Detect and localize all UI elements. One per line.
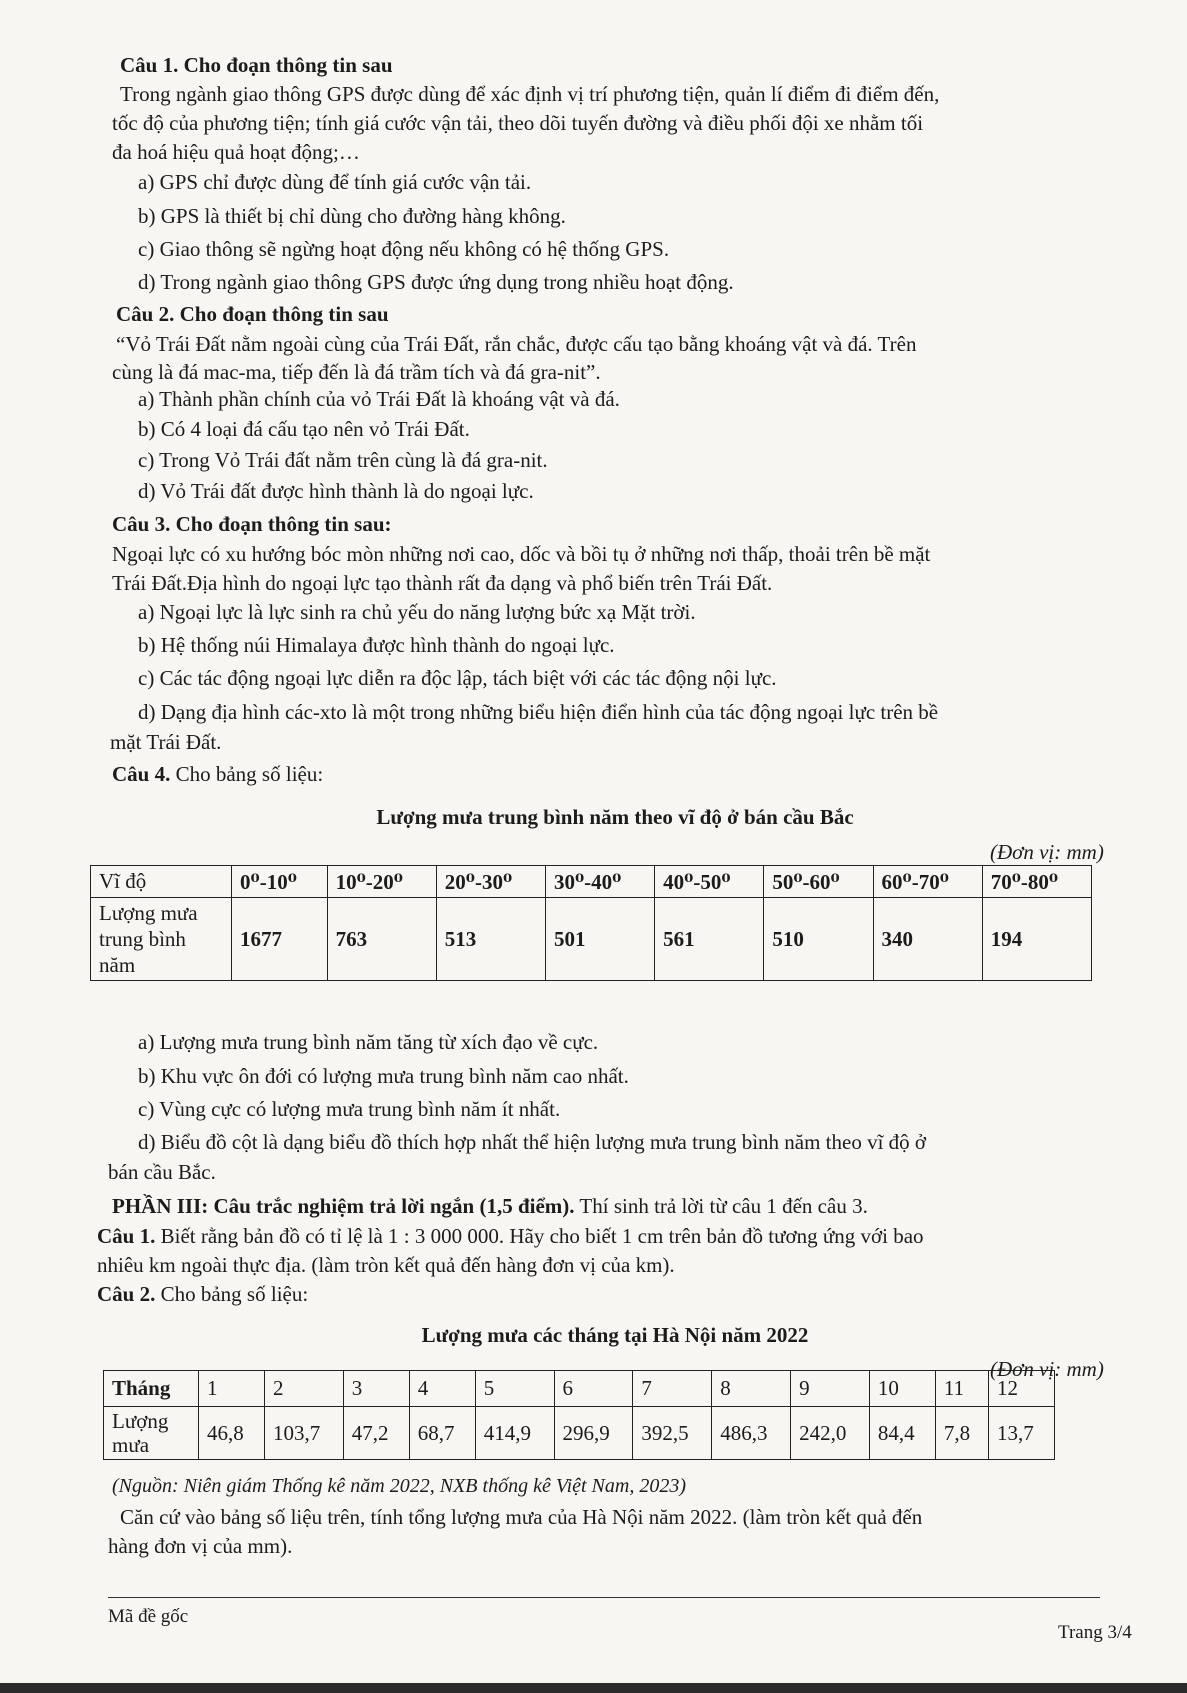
- q2-option-a: a) Thành phần chính của vỏ Trái Đất là khoáng vật và đá.: [138, 387, 620, 411]
- hanoi-value-9: 242,0: [791, 1407, 870, 1460]
- hanoi-value-12: 13,7: [988, 1407, 1054, 1460]
- q1-heading: Câu 1. Cho đoạn thông tin sau: [120, 53, 393, 77]
- hanoi-table-unit: (Đơn vị: mm): [990, 1357, 1104, 1381]
- latitude-col-7: 70⁰-80⁰: [982, 866, 1091, 898]
- latitude-value-2: 513: [436, 898, 545, 981]
- latitude-col-0: 0⁰-10⁰: [232, 866, 328, 898]
- q3-option-b: b) Hệ thống núi Himalaya được hình thành do ngoại lực.: [138, 633, 615, 657]
- latitude-value-row: [91, 898, 1092, 981]
- hanoi-value-4: 68,7: [409, 1407, 475, 1460]
- latitude-value-5: 510: [764, 898, 873, 981]
- latitude-row-label: Lượng mưa trung bình năm: [91, 898, 232, 981]
- hanoi-month-6: 6: [554, 1371, 633, 1407]
- hanoi-value-10: 84,4: [869, 1407, 935, 1460]
- hanoi-month-7: 7: [633, 1371, 712, 1407]
- q1-option-a: a) GPS chỉ được dùng để tính giá cước vận tải.: [138, 170, 532, 194]
- part3-q1-line-1: Câu 1. Biết rằng bản đồ có tỉ lệ là 1 : 3 000 000. Hãy cho biết 1 cm trên bản đồ tương ứng với bao: [97, 1224, 924, 1248]
- hanoi-month-12: 12: [988, 1371, 1054, 1407]
- latitude-value-7: 194: [982, 898, 1091, 981]
- latitude-header-row: [91, 866, 1092, 898]
- q2-option-d: d) Vỏ Trái đất được hình thành là do ngoại lực.: [138, 479, 534, 503]
- scan-edge: [0, 1683, 1187, 1693]
- latitude-value-3: 501: [545, 898, 654, 981]
- exam-code: Mã đề gốc: [108, 1606, 189, 1627]
- hanoi-value-row: [104, 1407, 1055, 1460]
- hanoi-month-1: 1: [199, 1371, 265, 1407]
- latitude-col-3: 30⁰-40⁰: [545, 866, 654, 898]
- q3-option-c: c) Các tác động ngoại lực diễn ra độc lập, tách biệt với các tác động nội lực.: [138, 666, 777, 690]
- hanoi-month-9: 9: [791, 1371, 870, 1407]
- hanoi-value-1: 46,8: [199, 1407, 265, 1460]
- hanoi-header-label: Tháng: [104, 1371, 199, 1407]
- latitude-col-1: 10⁰-20⁰: [327, 866, 436, 898]
- q4-heading: Câu 4. Cho bảng số liệu:: [112, 762, 324, 786]
- latitude-header-label: Vĩ độ: [91, 866, 232, 898]
- hanoi-month-4: 4: [409, 1371, 475, 1407]
- q1-text-line-3: đa hoá hiệu quả hoạt động;…: [112, 140, 360, 164]
- latitude-rainfall-table: [90, 865, 1092, 981]
- latitude-table-title: Lượng mưa trung bình năm theo vĩ độ ở bán cầu Bắc: [376, 805, 854, 829]
- q1-option-d: d) Trong ngành giao thông GPS được ứng dụng trong nhiều hoạt động.: [138, 270, 734, 294]
- hanoi-value-8: 486,3: [712, 1407, 791, 1460]
- latitude-value-1: 763: [327, 898, 436, 981]
- q4-option-a: a) Lượng mưa trung bình năm tăng từ xích đạo về cực.: [138, 1030, 599, 1054]
- q3-option-d: d) Dạng địa hình các-xto là một trong những biểu hiện điển hình của tác động ngoại lực trên bề: [138, 700, 939, 724]
- hanoi-table-source: (Nguồn: Niên giám Thống kê năm 2022, NXB thống kê Việt Nam, 2023): [112, 1475, 687, 1497]
- q4-option-c: c) Vùng cực có lượng mưa trung bình năm ít nhất.: [138, 1097, 561, 1121]
- hanoi-value-6: 296,9: [554, 1407, 633, 1460]
- q3-heading: Câu 3. Cho đoạn thông tin sau:: [112, 512, 392, 536]
- q2-heading: Câu 2. Cho đoạn thông tin sau: [116, 302, 389, 326]
- q3-option-a: a) Ngoại lực là lực sinh ra chủ yếu do năng lượng bức xạ Mặt trời.: [138, 600, 696, 624]
- page-number: Trang 3/4: [1058, 1622, 1132, 1643]
- hanoi-month-2: 2: [264, 1371, 343, 1407]
- hanoi-row-label: Lượng mưa: [104, 1407, 199, 1460]
- part3-heading: PHẦN III: Câu trắc nghiệm trả lời ngắn (1,5 điểm). Thí sinh trả lời từ câu 1 đến câu 3.: [112, 1194, 868, 1218]
- q3-text-line-2: Trái Đất.Địa hình do ngoại lực tạo thành rất đa dạng và phổ biến trên Trái Đất.: [112, 571, 773, 595]
- hanoi-rainfall-table: [103, 1370, 1055, 1460]
- hanoi-value-11: 7,8: [935, 1407, 988, 1460]
- footer-divider: [108, 1597, 1100, 1598]
- latitude-col-4: 40⁰-50⁰: [655, 866, 764, 898]
- hanoi-table-title: Lượng mưa các tháng tại Hà Nội năm 2022: [421, 1323, 809, 1347]
- hanoi-month-5: 5: [475, 1371, 554, 1407]
- q1-option-c: c) Giao thông sẽ ngừng hoạt động nếu không có hệ thống GPS.: [138, 237, 670, 261]
- q1-text-line-1: Trong ngành giao thông GPS được dùng để xác định vị trí phương tiện, quản lí điểm đi điểm đến,: [120, 82, 940, 106]
- latitude-col-6: 60⁰-70⁰: [873, 866, 982, 898]
- hanoi-value-3: 47,2: [343, 1407, 409, 1460]
- q3-text-line-1: Ngoại lực có xu hướng bóc mòn những nơi cao, dốc và bồi tụ ở những nơi thấp, thoải trên bề mặt: [112, 542, 931, 566]
- hanoi-value-7: 392,5: [633, 1407, 712, 1460]
- q4-option-b: b) Khu vực ôn đới có lượng mưa trung bình năm cao nhất.: [138, 1064, 629, 1088]
- part3-q1-line-2: nhiêu km ngoài thực địa. (làm tròn kết quả đến hàng đơn vị của km).: [97, 1253, 675, 1277]
- latitude-col-5: 50⁰-60⁰: [764, 866, 873, 898]
- q2-option-b: b) Có 4 loại đá cấu tạo nên vỏ Trái Đất.: [138, 417, 470, 441]
- latitude-value-4: 561: [655, 898, 764, 981]
- q1-text-line-2: tốc độ của phương tiện; tính giá cước vận tải, theo dõi tuyến đường và điều phối đội xe nhằm tối: [112, 111, 924, 135]
- q2-text-line-2: cùng là đá mac-ma, tiếp đến là đá trầm tích và đá gra-nit”.: [112, 360, 601, 384]
- hanoi-month-3: 3: [343, 1371, 409, 1407]
- hanoi-value-2: 103,7: [264, 1407, 343, 1460]
- q4-option-d: d) Biểu đồ cột là dạng biểu đồ thích hợp nhất thể hiện lượng mưa trung bình năm theo vĩ độ ở: [138, 1130, 927, 1154]
- q2-text-line-1: “Vỏ Trái Đất nằm ngoài cùng của Trái Đất, rắn chắc, được cấu tạo bằng khoáng vật và đá. Trên: [116, 332, 917, 356]
- latitude-value-0: 1677: [232, 898, 328, 981]
- latitude-table-unit: (Đơn vị: mm): [990, 840, 1104, 864]
- q3-option-d-cont: mặt Trái Đất.: [110, 730, 222, 754]
- hanoi-month-11: 11: [935, 1371, 988, 1407]
- hanoi-month-8: 8: [712, 1371, 791, 1407]
- part3-q2-text-line-2: hàng đơn vị của mm).: [108, 1534, 293, 1558]
- latitude-col-2: 20⁰-30⁰: [436, 866, 545, 898]
- part3-q2-heading: Câu 2. Cho bảng số liệu:: [97, 1282, 309, 1306]
- q1-option-b: b) GPS là thiết bị chỉ dùng cho đường hàng không.: [138, 204, 566, 228]
- part3-q2-text-line-1: Căn cứ vào bảng số liệu trên, tính tổng lượng mưa của Hà Nội năm 2022. (làm tròn kết quả đến: [120, 1505, 923, 1529]
- latitude-value-6: 340: [873, 898, 982, 981]
- hanoi-header-row: [104, 1371, 1055, 1407]
- hanoi-month-10: 10: [869, 1371, 935, 1407]
- q4-option-d-cont: bán cầu Bắc.: [108, 1160, 216, 1184]
- q2-option-c: c) Trong Vỏ Trái đất nằm trên cùng là đá gra-nit.: [138, 448, 548, 472]
- hanoi-value-5: 414,9: [475, 1407, 554, 1460]
